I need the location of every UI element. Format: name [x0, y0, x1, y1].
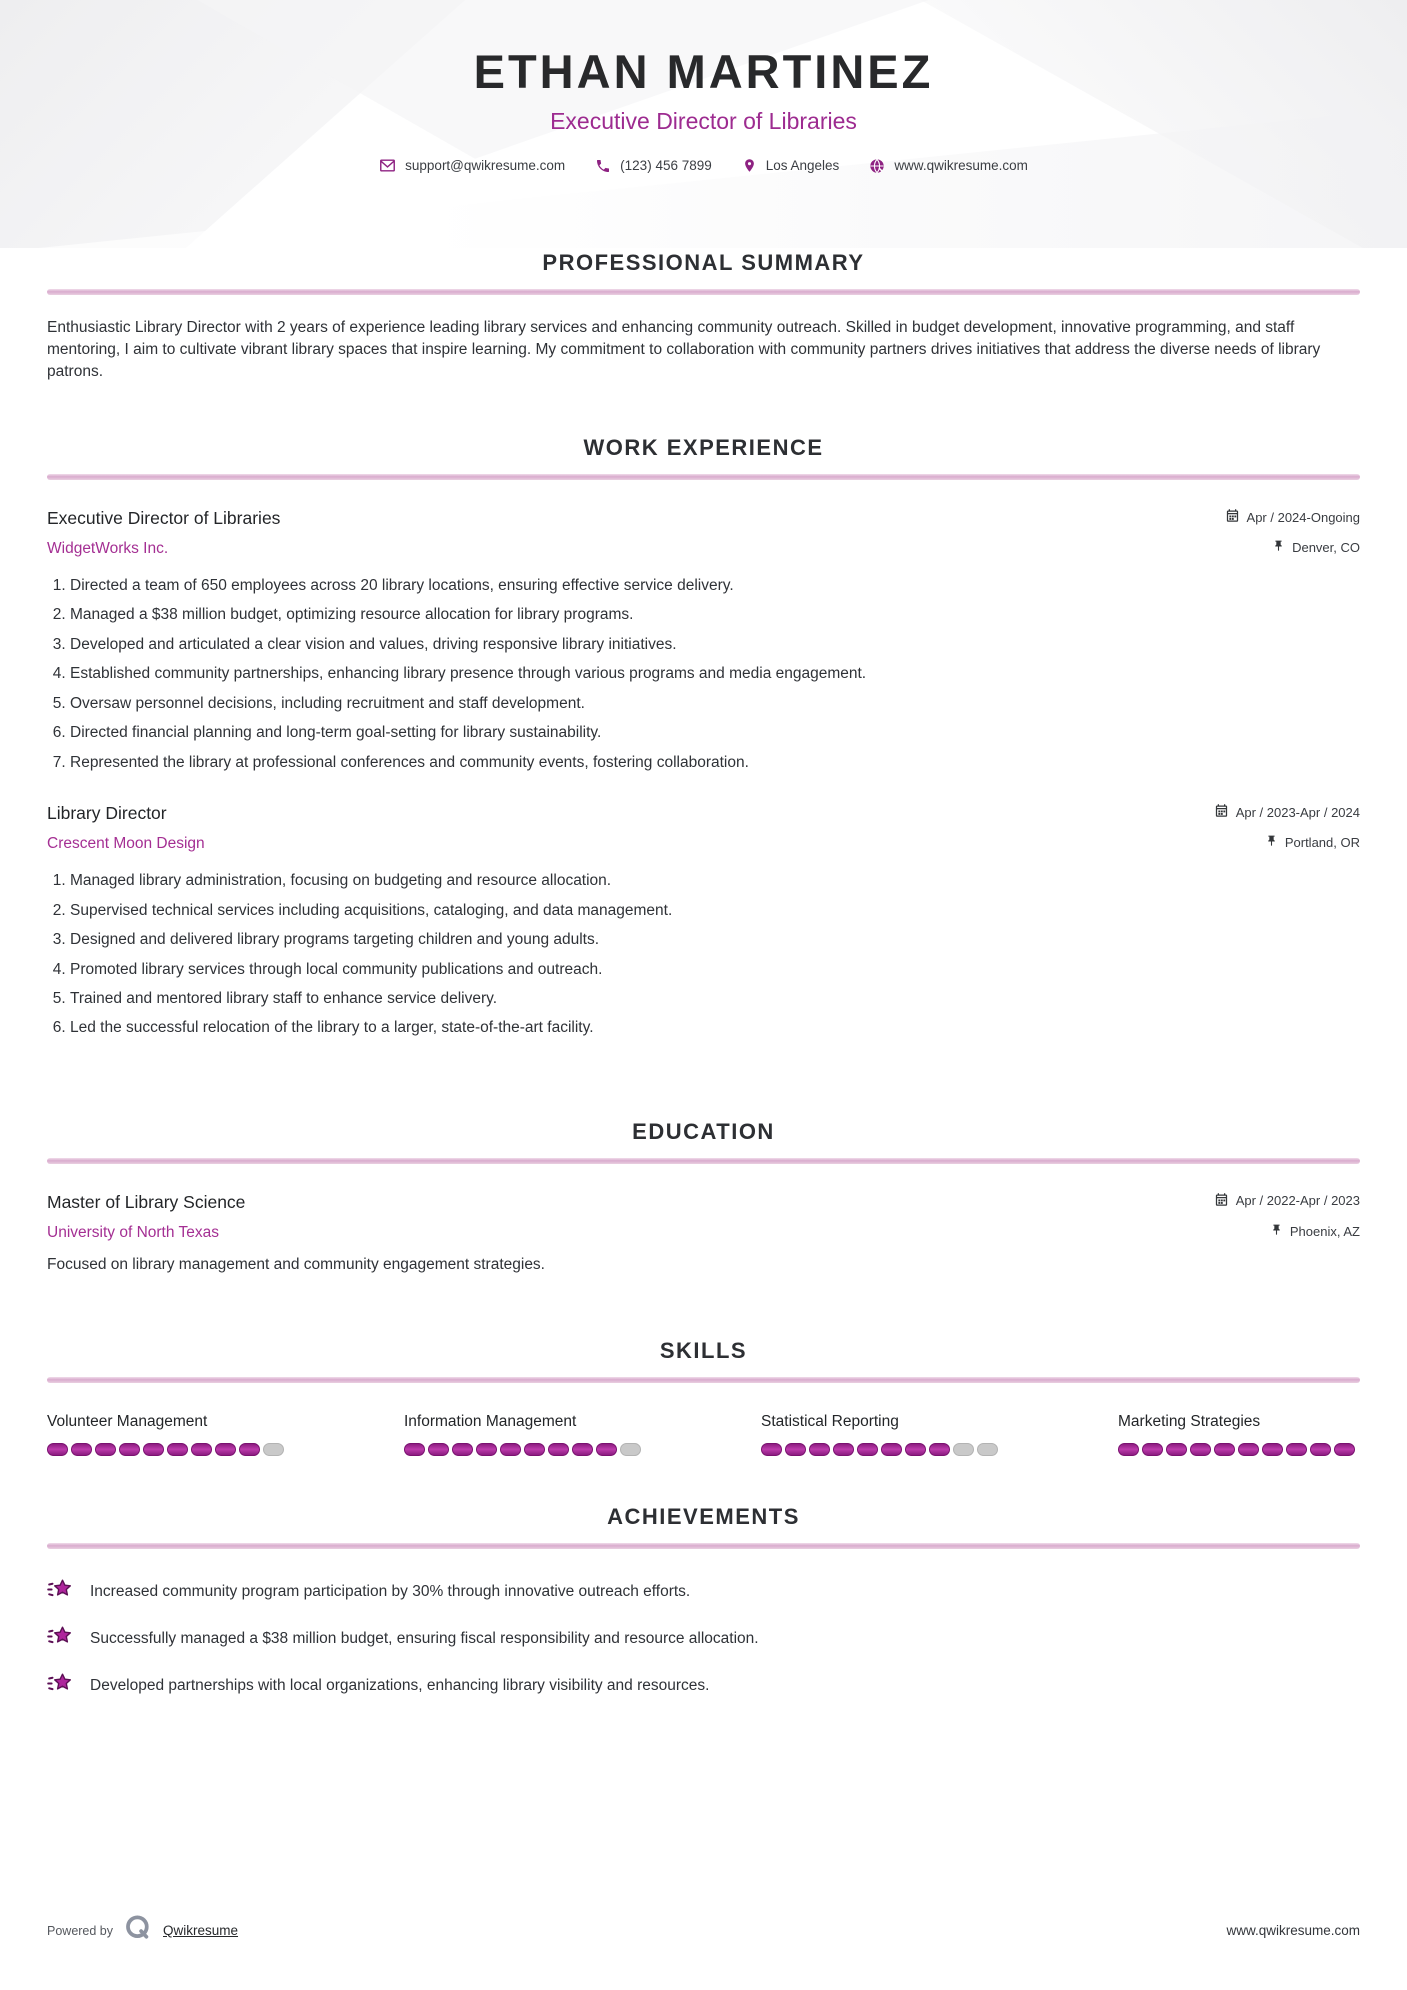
section-skills [47, 1338, 1360, 1456]
resume-header [0, 0, 1407, 236]
skill-pill [833, 1443, 854, 1456]
job-bullet-list [47, 576, 1360, 773]
section-work-experience [47, 435, 1360, 1039]
job-title: Executive Director of Libraries [47, 508, 281, 528]
shooting-star-icon [47, 1624, 75, 1655]
job-company: Crescent Moon Design [47, 835, 205, 853]
job-bullet: 2. Managed a $38 million budget, optimizing resource allocation for library programs. [70, 605, 1360, 625]
achievement-item [47, 1671, 1360, 1702]
job-dates: Apr / 2023-Apr / 2024 [1235, 804, 1360, 820]
powered-by-label: Powered by [47, 1923, 114, 1938]
contact-website[interactable] [869, 158, 1028, 174]
skill-pill [1118, 1443, 1139, 1456]
contact-email-text: support@qwikresume.com [405, 158, 566, 173]
skill-pill [239, 1443, 260, 1456]
skill-bar [761, 1443, 1003, 1456]
skill-pill [809, 1443, 830, 1456]
skill-name: Marketing Strategies [1118, 1412, 1261, 1430]
section-professional-summary [47, 250, 1360, 383]
job-bullet: 7. Represented the library at professional conferences and community events, fostering collaboration. [70, 753, 1360, 773]
skill-pill [1262, 1443, 1283, 1456]
skill-pill [881, 1443, 902, 1456]
skill-pill [167, 1443, 188, 1456]
skill-pill [572, 1443, 593, 1456]
achievements-heading: ACHIEVEMENTS [607, 1503, 800, 1529]
skill-item [1118, 1413, 1360, 1456]
achievement-text: Developed partnerships with local organizations, enhancing library visibility and resources. [90, 1677, 710, 1695]
job-company: WidgetWorks Inc. [47, 540, 169, 557]
globe-icon [869, 158, 885, 174]
contact-website-text: www.qwikresume.com [894, 158, 1028, 173]
skill-pill [263, 1443, 284, 1456]
shooting-star-icon [47, 1671, 75, 1702]
qwikresume-link[interactable]: Qwikresume [163, 1923, 239, 1938]
calendar-icon [1214, 1192, 1229, 1210]
contact-phone-text: (123) 456 7899 [620, 158, 712, 173]
candidate-title: Executive Director of Libraries [550, 108, 857, 134]
education-description: Focused on library management and community engagement strategies. [47, 1255, 545, 1273]
skill-bar [47, 1443, 289, 1456]
contact-location-text: Los Angeles [765, 158, 840, 173]
job-location: Portland, OR [1284, 835, 1360, 851]
skill-bar [1118, 1443, 1360, 1456]
section-divider [47, 1377, 1360, 1383]
contact-location [742, 157, 840, 174]
skill-name: Statistical Reporting [761, 1412, 899, 1430]
skill-pill [857, 1443, 878, 1456]
skill-pill [953, 1443, 974, 1456]
education-dates: Apr / 2022-Apr / 2023 [1235, 1193, 1360, 1209]
skill-pill [929, 1443, 950, 1456]
skill-pill [1190, 1443, 1211, 1456]
job-bullet: 3. Designed and delivered library programs targeting children and young adults. [70, 930, 1360, 950]
section-divider [47, 289, 1360, 295]
job-location: Denver, CO [1292, 540, 1360, 555]
skill-name: Information Management [404, 1412, 577, 1430]
envelope-icon [379, 157, 396, 174]
achievement-text: Successfully managed a $38 million budget, ensuring fiscal responsibility and resource allocation. [90, 1630, 759, 1648]
skill-bar [404, 1443, 646, 1456]
footer-website-link[interactable]: www.qwikresume.com [1226, 1923, 1360, 1938]
summary-text: Enthusiastic Library Director with 2 years of experience leading library services and enhancing community outreach. Skilled in budget development, innovative programming, and staff mentoring, I aim to cultivate vibrant library spaces that inspire learning. My commitment to collaboration with community partners drives initiatives that address the diverse needs of library patrons. [47, 319, 1321, 380]
contact-phone [595, 158, 712, 174]
skill-pill [500, 1443, 521, 1456]
skill-pill [71, 1443, 92, 1456]
skill-pill [620, 1443, 641, 1456]
job-bullet: 3. Developed and articulated a clear vision and values, driving responsive library initiatives. [70, 635, 1360, 655]
shooting-star-icon [47, 1577, 75, 1608]
skill-pill [143, 1443, 164, 1456]
skill-pill [1334, 1443, 1355, 1456]
job-title: Library Director [47, 803, 167, 824]
calendar-icon [1225, 508, 1240, 526]
qwikresume-logo-icon [123, 1913, 153, 1948]
contact-row [0, 157, 1407, 174]
section-education [47, 1119, 1360, 1274]
achievement-item [47, 1577, 1360, 1608]
skill-pill [1214, 1443, 1235, 1456]
location-pin-icon [742, 157, 757, 174]
job-dates: Apr / 2024-Ongoing [1246, 509, 1360, 525]
skill-pill [596, 1443, 617, 1456]
job-bullet: 4. Established community partnerships, enhancing library presence through various programs and media engagement. [70, 664, 1360, 684]
skill-pill [428, 1443, 449, 1456]
skill-pill [1238, 1443, 1259, 1456]
skill-name: Volunteer Management [47, 1412, 208, 1430]
job-bullet: 6. Led the successful relocation of the library to a larger, state-of-the-art facility. [70, 1018, 1360, 1038]
skills-grid [47, 1413, 1360, 1456]
skill-item [761, 1413, 1003, 1456]
achievement-item [47, 1624, 1360, 1655]
work-heading: WORK EXPERIENCE [583, 435, 824, 460]
skill-pill [905, 1443, 926, 1456]
skill-pill [1310, 1443, 1331, 1456]
skill-pill [524, 1443, 545, 1456]
job-bullet: 5. Oversaw personnel decisions, including recruitment and staff development. [70, 694, 1360, 714]
job-entry [47, 508, 1360, 773]
skill-pill [95, 1443, 116, 1456]
school-name: University of North Texas [47, 1223, 219, 1241]
section-achievements [47, 1504, 1360, 1702]
pushpin-icon [1270, 1223, 1283, 1240]
section-divider [47, 1158, 1360, 1164]
job-bullet: 4. Promoted library services through local community publications and outreach. [70, 960, 1360, 980]
skill-pill [452, 1443, 473, 1456]
phone-icon [595, 158, 611, 174]
achievement-text: Increased community program participation by 30% through innovative outreach efforts. [90, 1583, 691, 1601]
education-entry [47, 1192, 1360, 1274]
skill-item [404, 1413, 646, 1456]
skill-pill [119, 1443, 140, 1456]
education-heading: EDUCATION [632, 1118, 775, 1144]
job-bullet: 2. Supervised technical services including acquisitions, cataloging, and data management. [70, 901, 1360, 921]
job-bullet: 1. Directed a team of 650 employees across 20 library locations, ensuring effective service delivery. [70, 576, 1360, 596]
skill-pill [215, 1443, 236, 1456]
skill-pill [977, 1443, 998, 1456]
skill-pill [548, 1443, 569, 1456]
skill-pill [1166, 1443, 1187, 1456]
skill-pill [1142, 1443, 1163, 1456]
contact-email[interactable] [379, 157, 565, 174]
skills-heading: SKILLS [659, 1337, 748, 1363]
section-divider [47, 474, 1360, 480]
job-entry [47, 803, 1360, 1039]
education-location: Phoenix, AZ [1289, 1223, 1360, 1239]
skill-pill [47, 1443, 68, 1456]
pushpin-icon [1272, 539, 1285, 556]
skill-pill [404, 1443, 425, 1456]
skill-pill [1286, 1443, 1307, 1456]
skill-item [47, 1413, 289, 1456]
skill-pill [476, 1443, 497, 1456]
job-bullet-list [47, 871, 1360, 1039]
job-bullet: 5. Trained and mentored library staff to enhance service delivery. [70, 989, 1360, 1009]
skill-pill [785, 1443, 806, 1456]
calendar-icon [1214, 803, 1229, 821]
summary-heading: PROFESSIONAL SUMMARY [542, 250, 865, 275]
degree-title: Master of Library Science [47, 1191, 246, 1212]
page-footer [47, 1913, 1360, 1948]
section-divider [47, 1543, 1360, 1549]
skill-pill [761, 1443, 782, 1456]
candidate-name: ETHAN MARTINEZ [473, 45, 934, 98]
pushpin-icon [1265, 834, 1278, 851]
skill-pill [191, 1443, 212, 1456]
job-bullet: 6. Directed financial planning and long-term goal-setting for library sustainability. [70, 723, 1360, 743]
achievements-list [47, 1577, 1360, 1702]
job-bullet: 1. Managed library administration, focusing on budgeting and resource allocation. [70, 871, 1360, 891]
